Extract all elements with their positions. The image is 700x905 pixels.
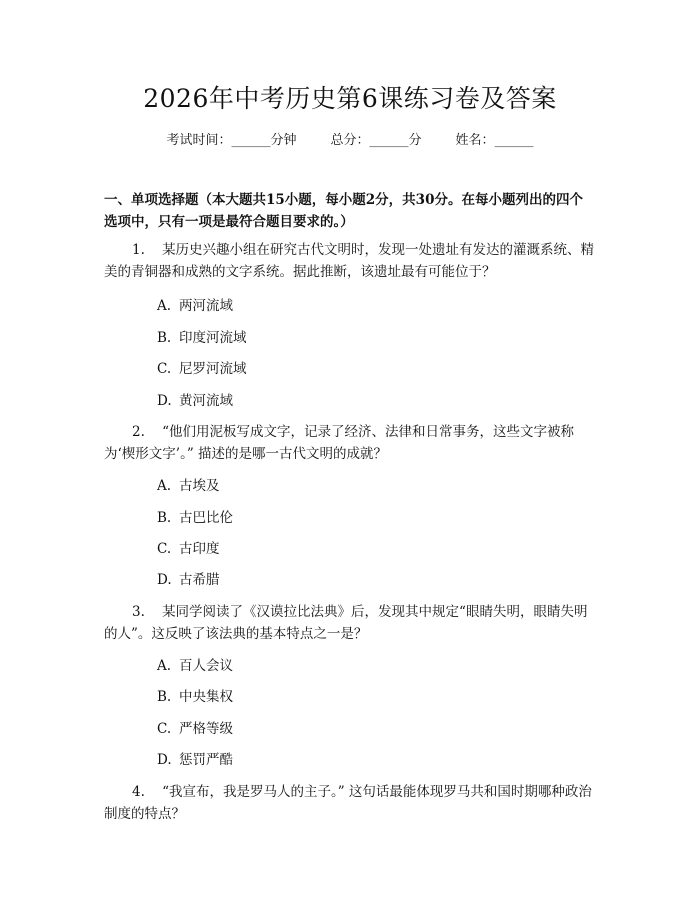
question-2-stem xyxy=(104,421,598,465)
question-4-stem xyxy=(104,781,598,825)
question-1-stem xyxy=(104,239,598,283)
option-letter: B. xyxy=(157,689,172,705)
option-text: 印度河流域 xyxy=(179,330,247,346)
option-letter: C. xyxy=(157,541,172,557)
question-number: 4. xyxy=(132,784,145,800)
exam-time-field: 考试时间：______分钟 xyxy=(166,133,297,148)
question-text: “他们用泥板写成文字，记录了经济、法律和日常事务，这些文字被称为‘楔形文字’。” 描述的是哪一古代文明的成就？ xyxy=(104,424,574,462)
option-text: 古希腊 xyxy=(179,572,220,588)
question-text: 某同学阅读了《汉谟拉比法典》后，发现其中规定“眼睛失明，眼睛失明的人”。这反映了该法典的基本特点之一是？ xyxy=(104,604,588,642)
option-letter: B. xyxy=(157,330,172,346)
question-number: 2. xyxy=(132,424,145,440)
option-text: 两河流域 xyxy=(179,298,233,314)
option-text: 古巴比伦 xyxy=(179,510,233,526)
option-letter: C. xyxy=(157,721,172,737)
option-text: 严格等级 xyxy=(179,721,233,737)
question-text: 某历史兴趣小组在研究古代文明时，发现一处遗址有发达的灌溉系统、精美的青铜器和成熟的文字系统。据此推断，该遗址最有可能位于？ xyxy=(104,242,595,280)
option-letter: D. xyxy=(157,393,172,409)
option-text: 黄河流域 xyxy=(179,393,233,409)
total-score-field: 总分：______分 xyxy=(330,133,422,148)
question-3-option-d xyxy=(157,750,233,770)
option-letter: D. xyxy=(157,572,172,588)
question-2-option-a xyxy=(157,476,220,496)
option-text: 中央集权 xyxy=(179,689,233,705)
exam-meta-row xyxy=(0,131,700,151)
section-heading: 一、单项选择题（本大题共15小题，每小题2分，共30分。在每小题列出的四个选项中，只有一项是最符合题目要求的。） xyxy=(104,192,583,230)
option-text: 百人会议 xyxy=(179,658,233,674)
question-3-option-c xyxy=(157,719,233,739)
question-3-option-a xyxy=(157,656,233,676)
option-letter: D. xyxy=(157,752,172,768)
page-title: 2026年中考历史第6课练习卷及答案 xyxy=(143,84,557,113)
option-letter: C. xyxy=(157,361,172,377)
question-3-option-b xyxy=(157,687,233,707)
option-letter: A. xyxy=(157,658,172,674)
option-text: 惩罚严酷 xyxy=(179,752,233,768)
question-1-option-b xyxy=(157,328,247,348)
question-1-option-d xyxy=(157,391,233,411)
option-letter: A. xyxy=(157,298,172,314)
question-3-stem xyxy=(104,601,598,645)
question-number: 1. xyxy=(132,242,145,258)
question-1-option-c xyxy=(157,359,247,379)
option-letter: B. xyxy=(157,510,172,526)
question-2-option-d xyxy=(157,570,220,590)
question-2-option-b xyxy=(157,508,233,528)
question-1-option-a xyxy=(157,296,233,316)
question-2-option-c xyxy=(157,539,220,559)
option-letter: A. xyxy=(157,478,172,494)
question-number: 3. xyxy=(132,604,145,620)
student-name-field: 姓名：______ xyxy=(455,133,534,148)
option-text: 古埃及 xyxy=(179,478,220,494)
option-text: 尼罗河流域 xyxy=(179,361,247,377)
option-text: 古印度 xyxy=(179,541,220,557)
question-text: “我宣布，我是罗马人的主子。” 这句话最能体现罗马共和国时期哪种政治制度的特点？ xyxy=(104,784,592,822)
